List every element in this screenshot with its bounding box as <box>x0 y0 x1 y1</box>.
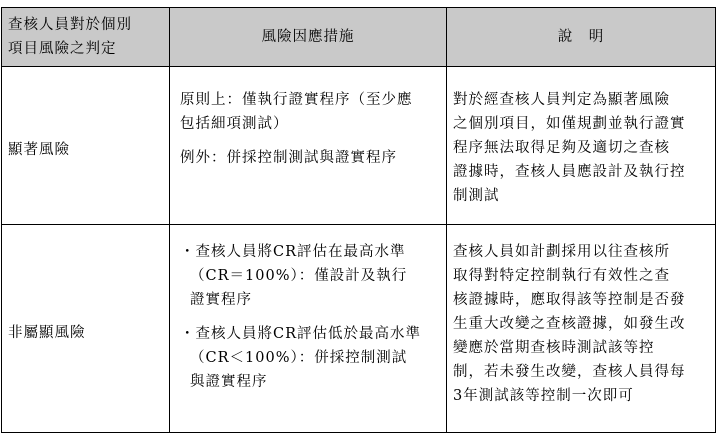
measure-line: ・查核人員將CR評估在最高水準 <box>180 244 406 260</box>
explanation-significant <box>453 88 686 208</box>
explanation-non-significant <box>453 240 686 408</box>
measures-non-significant <box>180 240 421 394</box>
explanation-line: 證據時，查核人員應設計及執行控 <box>453 164 686 180</box>
explanation-line: 核證據時，應取得該等控制是否發 <box>453 292 686 308</box>
header-risk-judgment <box>8 13 132 61</box>
header-explanation: 說 明 <box>557 29 605 45</box>
explanation-line: 程序無法取得足夠及適切之查核 <box>453 140 670 156</box>
measure-line: （CR＝100%）：僅設計及執行 <box>190 268 408 284</box>
measure-line: 與證實程序 <box>190 374 268 390</box>
measure-line: （CR＜100%）：併採控制測試 <box>190 350 408 366</box>
explanation-line: 制，若未發生改變，查核人員得每 <box>453 364 686 380</box>
column-divider <box>446 8 447 432</box>
explanation-line: 生重大改變之查核證據，如發生改 <box>453 316 686 332</box>
measure-line: 證實程序 <box>190 292 252 308</box>
explanation-line: 3年測試該等控制一次即可 <box>453 388 634 404</box>
explanation-line: 制測試 <box>453 188 500 204</box>
explanation-line: 對於經查核人員判定為顯著風險 <box>453 92 670 108</box>
header-text-line: 項目風險之判定 <box>8 41 117 57</box>
header-response-measures: 風險因應措施 <box>261 29 355 45</box>
explanation-line: 之個別項目，如僅規劃並執行證實 <box>453 116 686 132</box>
header-text-line: 查核人員對於個別 <box>8 17 132 33</box>
explanation-line: 取得對特定控制執行有效性之查 <box>453 268 670 284</box>
risk-level-non-significant: 非屬顯風險 <box>8 325 86 341</box>
column-divider <box>169 8 170 432</box>
measure-line: 包括細項測試） <box>180 116 289 132</box>
risk-level-significant: 顯著風險 <box>8 142 70 158</box>
measure-line: 原則上：僅執行證實程序（至少應 <box>180 92 413 108</box>
row-divider <box>2 224 715 225</box>
risk-response-table <box>1 7 716 433</box>
measures-significant <box>180 88 413 170</box>
measure-line: ・查核人員將CR評估低於最高水準 <box>180 326 422 342</box>
row-divider <box>2 66 715 67</box>
explanation-line: 變應於當期查核時測試該等控 <box>453 340 655 356</box>
measure-line: 例外：併採控制測試與證實程序 <box>180 150 397 166</box>
explanation-line: 查核人員如計劃採用以往查核所 <box>453 244 670 260</box>
